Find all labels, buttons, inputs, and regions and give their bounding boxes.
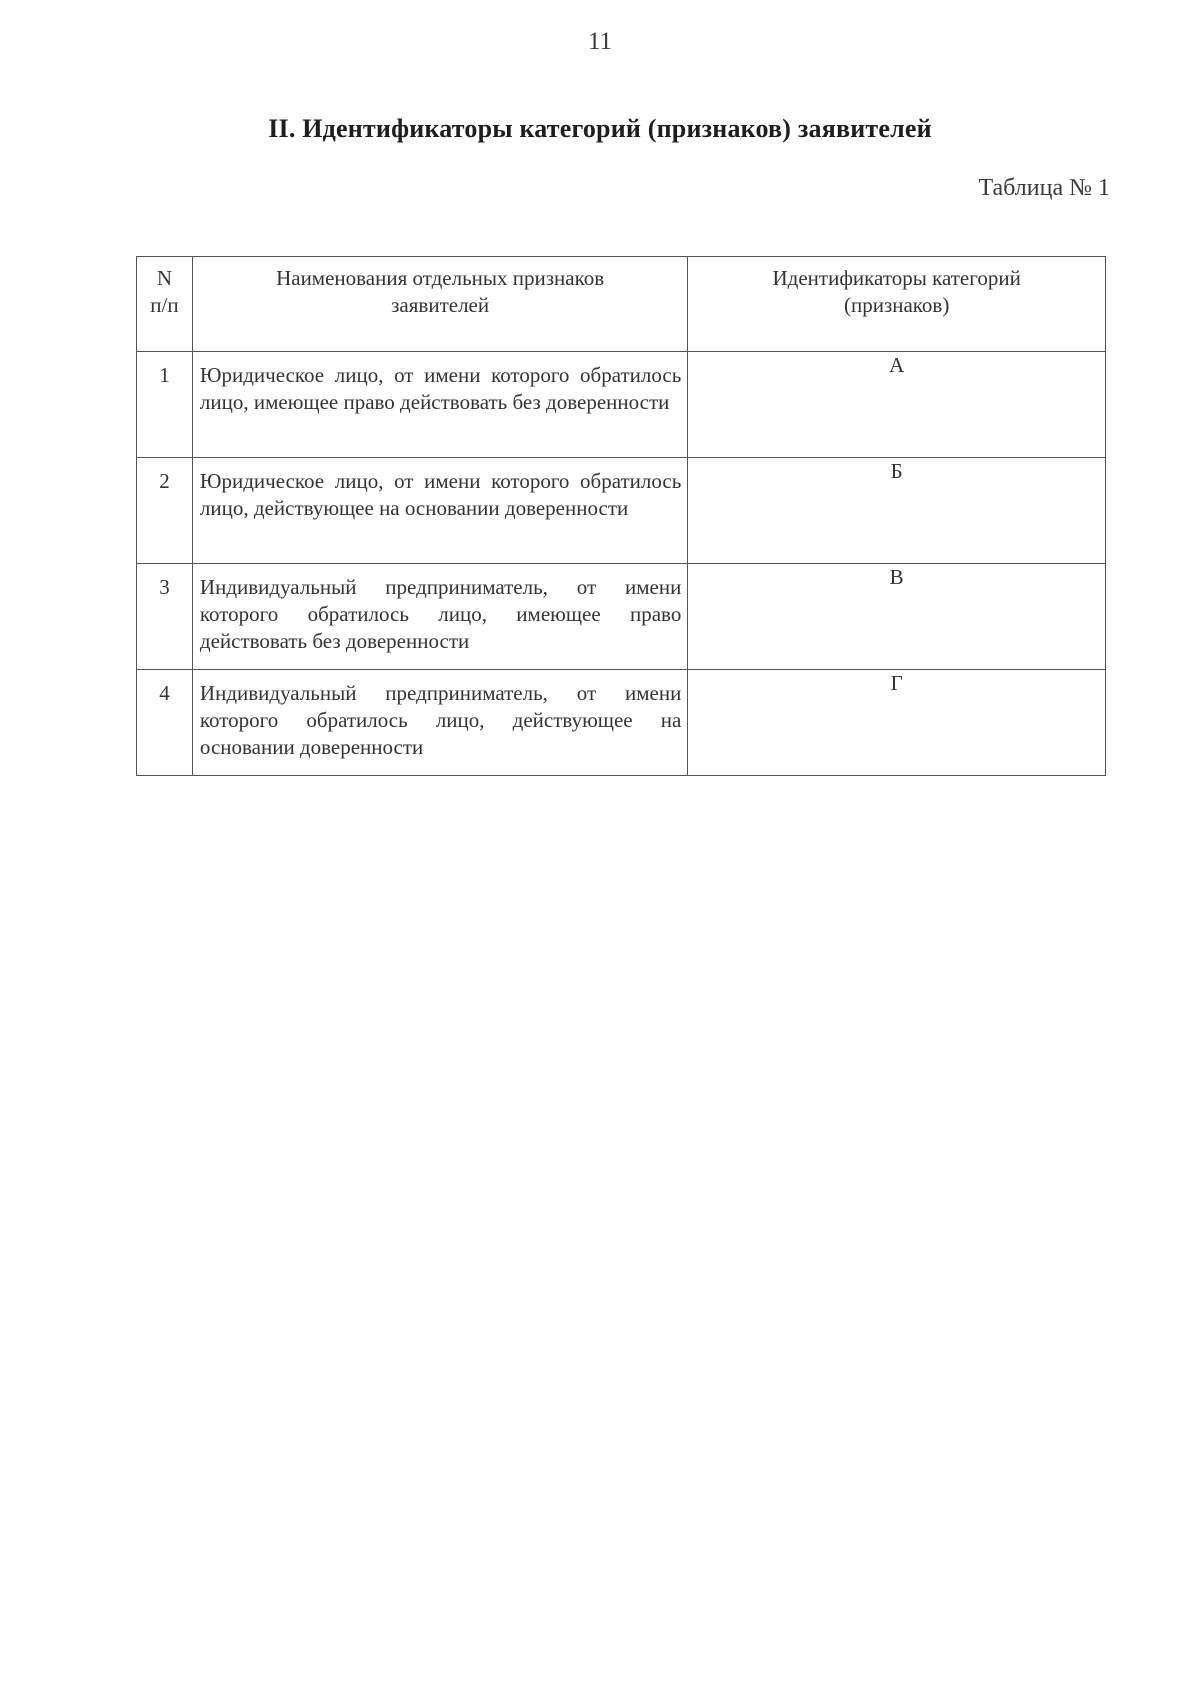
row-identifier: Г bbox=[688, 670, 1106, 776]
header-number-line1: N bbox=[156, 266, 173, 290]
table-row bbox=[137, 670, 1106, 776]
row-identifier: В bbox=[688, 564, 1106, 670]
row-name: Юридическое лицо, от имени которого обратилось лицо, имеющее право действовать без доверенности bbox=[192, 352, 687, 458]
header-number-line2: п/п bbox=[150, 293, 179, 317]
table-row bbox=[137, 352, 1106, 458]
table-row bbox=[137, 564, 1106, 670]
header-identifier: Идентификаторы категорий (признаков) bbox=[688, 257, 1106, 352]
row-identifier: А bbox=[688, 352, 1106, 458]
table-row bbox=[137, 458, 1106, 564]
row-number: 2 bbox=[137, 458, 193, 564]
row-name: Индивидуальный предприниматель, от имени которого обратилось лицо, действующее на основании доверенности bbox=[192, 670, 687, 776]
header-number bbox=[137, 257, 193, 352]
row-number: 3 bbox=[137, 564, 193, 670]
row-name: Индивидуальный предприниматель, от имени которого обратилось лицо, имеющее право действовать без доверенности bbox=[192, 564, 687, 670]
applicant-categories-table bbox=[136, 256, 1106, 776]
row-number: 1 bbox=[137, 352, 193, 458]
page-number: 11 bbox=[587, 28, 613, 55]
section-title: II. Идентификаторы категорий (признаков) заявителей bbox=[268, 114, 932, 143]
table-caption: Таблица № 1 bbox=[978, 175, 1110, 201]
header-name: Наименования отдельных признаков заявителей bbox=[192, 257, 687, 352]
row-identifier: Б bbox=[688, 458, 1106, 564]
row-number: 4 bbox=[137, 670, 193, 776]
table-header-row bbox=[137, 257, 1106, 352]
row-name: Юридическое лицо, от имени которого обратилось лицо, действующее на основании доверенности bbox=[192, 458, 687, 564]
